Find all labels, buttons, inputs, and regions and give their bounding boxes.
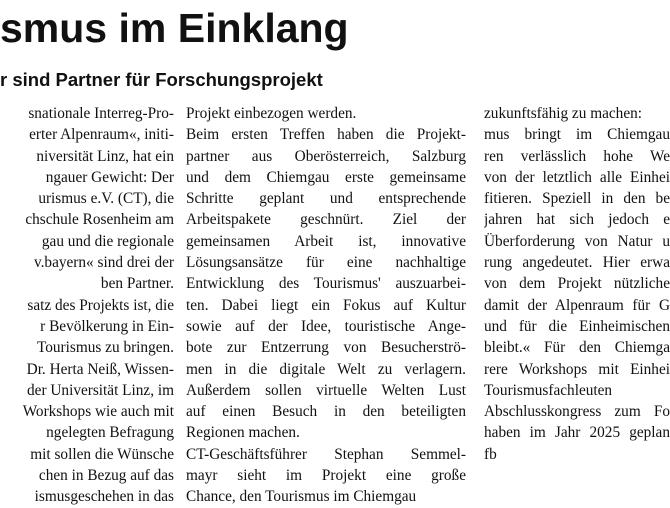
text-column-1: [0, 103, 174, 508]
text-line: Tourismus zu bringen.: [36, 339, 174, 357]
text-line: bleibt.« Für den Chiemga: [484, 339, 670, 357]
text-line: Schritte geplant und entsprechende: [186, 190, 466, 208]
text-line: mayr sieht im Projekt eine große: [186, 467, 466, 485]
text-line: ben Partner.: [100, 275, 174, 293]
text-line: jahren hat sich jedoch e: [484, 211, 670, 229]
text-line: ngauer Gewicht: Der: [45, 168, 174, 186]
text-line: sowie auf der Idee, touristische Ange-: [186, 317, 466, 335]
text-line: Arbeitspakete geschnürt. Ziel der: [186, 211, 466, 229]
text-line: und für die Einheimischen: [484, 317, 670, 335]
text-line: rere Workshops mit Einhei: [484, 360, 670, 378]
text-line: Tourismusfachleuten: [484, 381, 613, 399]
text-column-2: [186, 103, 466, 508]
text-line: chen in Bezug auf das: [38, 467, 174, 485]
text-line: r Bevölkerung in Ein-: [40, 317, 174, 335]
text-line: Abschlusskongress zum Fo: [484, 403, 670, 421]
text-line: mus bringt im Chiemgau: [484, 126, 670, 144]
text-line: urismus e.V. (CT), die: [38, 190, 174, 208]
text-line: niversität Linz, hat ein: [36, 147, 174, 165]
text-line: ren verlässlich hohe We: [484, 147, 670, 165]
text-line: fb: [484, 445, 497, 463]
text-line: ten. Dabei liegt ein Fokus auf Kultur: [186, 296, 466, 314]
text-line: Workshops wie auch mit: [22, 403, 174, 421]
text-line: haben im Jahr 2025 geplan: [484, 424, 670, 442]
text-line: gau und die regionale: [41, 232, 174, 250]
text-line: auf einen Besuch in den beteiligten: [186, 403, 466, 421]
subheadline: r sind Partner für Forschungsprojekt: [0, 69, 323, 90]
text-line: Beim ersten Treffen haben die Projekt-: [186, 126, 466, 144]
text-line: men in die digitale Welt zu verlagern.: [186, 360, 466, 378]
text-line: damit der Alpenraum für G: [484, 296, 670, 314]
text-line: von der letztlich alle Einhei: [484, 168, 670, 186]
text-column-3: [484, 103, 670, 465]
text-line: Lösungsansätze für eine nachhaltige: [186, 254, 466, 272]
text-line: Projekt einbezogen werden.: [186, 105, 357, 122]
text-line: rung angedeutet. Hier erwa: [484, 254, 670, 272]
text-line: der Universität Linz, im: [27, 381, 174, 399]
headline: smus im Einklang: [0, 5, 349, 51]
text-line: Dr. Herta Neiß, Wissen-: [26, 360, 174, 378]
text-line: und dem Chiemgau erste gemeinsame: [186, 168, 466, 186]
text-line: mit sollen die Wünsche: [30, 445, 174, 463]
text-line: v.bayern« sind drei der: [33, 254, 174, 272]
text-line: partner aus Oberösterreich, Salzburg: [186, 147, 466, 165]
text-line: Entwicklung des Tourismus' auszuarbei-: [186, 275, 466, 293]
text-line: CT-Geschäftsführer Stephan Semmel-: [186, 445, 466, 463]
text-line: Chance, den Tourismus im Chiemgau: [186, 488, 417, 506]
text-line: satz des Projekts ist, die: [27, 296, 174, 314]
text-line: snationale Interreg-Pro-: [28, 105, 174, 122]
text-line: von dem Projekt nützliche: [484, 275, 670, 293]
text-line: chschule Rosenheim am: [25, 211, 174, 229]
text-line: gemeinsamen Arbeit ist, innovative: [186, 232, 466, 250]
text-line: Überforderung von Natur u: [484, 232, 670, 250]
text-line: ngelegten Befragung: [46, 424, 174, 442]
text-line: Regionen machen.: [186, 424, 300, 442]
text-line: zukunftsfähig zu machen:: [484, 105, 643, 122]
text-line: Außerdem sollen virtuelle Welten Lust: [186, 381, 466, 399]
text-line: fitieren. Speziell in den be: [484, 190, 670, 208]
text-line: ismusgeschehen in das: [34, 488, 174, 506]
text-line: bote zur Entzerrung von Besucherströ-: [186, 339, 466, 357]
text-line: erter Alpenraum«, initi-: [29, 126, 174, 144]
